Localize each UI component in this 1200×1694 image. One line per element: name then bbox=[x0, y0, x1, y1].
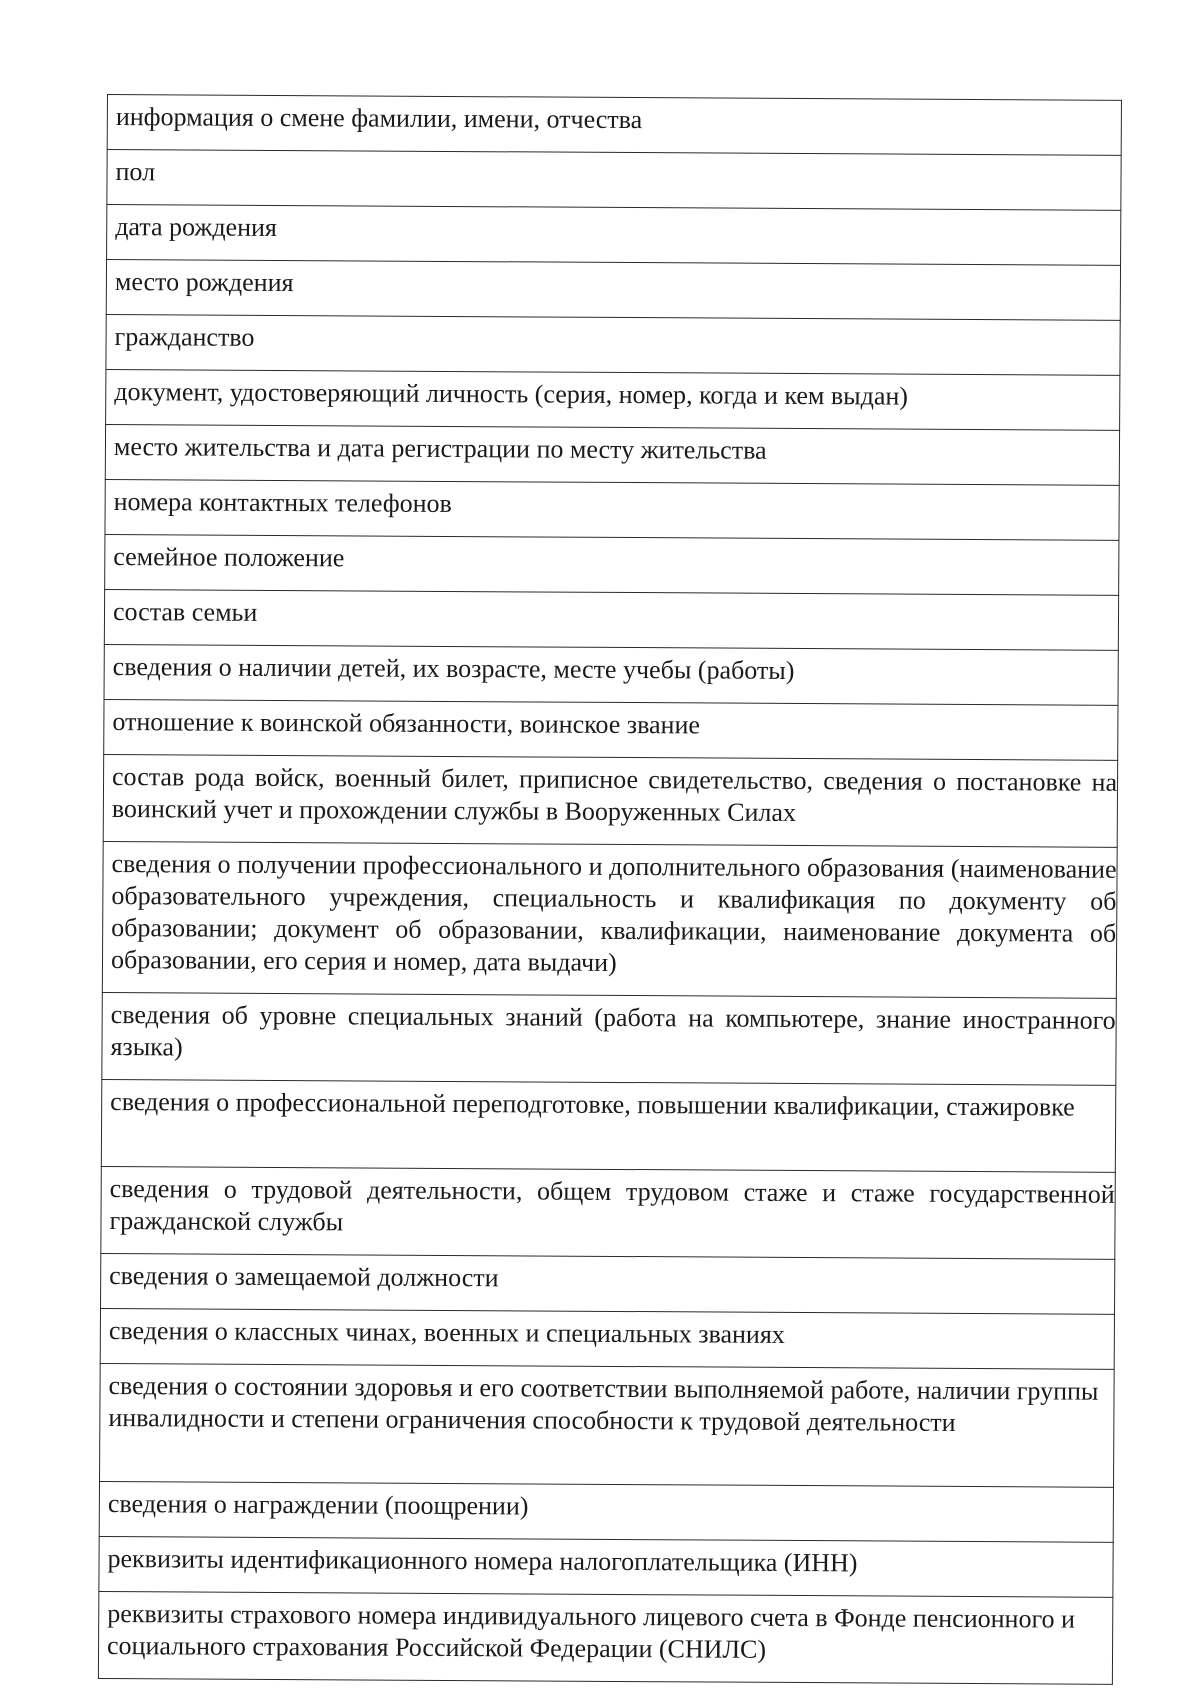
table-cell: сведения о состоянии здоровья и его соответствии выполняемой работе, наличии группы инвалидности и степени ограничения способности к трудовой деятельности bbox=[100, 1363, 1115, 1487]
table-cell: сведения о получении профессионального и дополнительного образования (наименование образовательного учреждения, специальность и квалификация по документу об образовании; документ об образовании, квалификации, наименование документа об образовании, его серия и номер, дата выдачи) bbox=[102, 841, 1117, 998]
table-row bbox=[106, 314, 1120, 375]
table-row bbox=[98, 1591, 1112, 1684]
table-row bbox=[107, 205, 1121, 266]
table-row bbox=[102, 841, 1117, 998]
table-row bbox=[103, 754, 1117, 847]
table-cell: сведения о классных чинах, военных и специальных званиях bbox=[100, 1308, 1114, 1369]
table-row bbox=[106, 260, 1120, 321]
table-cell: сведения о трудовой деятельности, общем трудовом стаже и стаже государственной гражданской службы bbox=[101, 1166, 1115, 1259]
table-row bbox=[105, 424, 1119, 485]
table-row bbox=[102, 992, 1116, 1085]
table-cell: документ, удостоверяющий личность (серия, номер, когда и кем выдан) bbox=[106, 369, 1120, 430]
personal-data-table bbox=[98, 94, 1122, 1685]
table-cell: реквизиты страхового номера индивидуального лицевого счета в Фонде пенсионного и социального страхования Российской Федерации (СНИЛС) bbox=[98, 1591, 1112, 1684]
table-row bbox=[104, 589, 1118, 650]
table-cell: сведения о наличии детей, их возрасте, месте учебы (работы) bbox=[104, 644, 1118, 705]
table-row bbox=[106, 369, 1120, 430]
table-cell: сведения о награждении (поощрении) bbox=[99, 1481, 1113, 1542]
table-row bbox=[99, 1536, 1113, 1597]
document-page bbox=[98, 94, 1122, 1685]
table-row bbox=[105, 479, 1119, 540]
table-cell: состав рода войск, военный билет, приписное свидетельство, сведения о постановке на воинский учет и прохождении службы в Вооруженных Силах bbox=[103, 754, 1117, 847]
table-cell: место рождения bbox=[106, 260, 1120, 321]
table-cell: сведения об уровне специальных знаний (работа на компьютере, знание иностранного языка) bbox=[102, 992, 1116, 1085]
table-row bbox=[99, 1481, 1113, 1542]
table-row bbox=[104, 699, 1118, 760]
table-cell: место жительства и дата регистрации по месту жительства bbox=[105, 424, 1119, 485]
table-cell: гражданство bbox=[106, 314, 1120, 375]
table-cell: реквизиты идентификационного номера налогоплательщика (ИНН) bbox=[99, 1536, 1113, 1597]
table-row bbox=[100, 1308, 1114, 1369]
table-cell: семейное положение bbox=[105, 534, 1119, 595]
table-cell: сведения о замещаемой должности bbox=[101, 1253, 1115, 1314]
table-row bbox=[107, 150, 1121, 211]
table-cell: состав семьи bbox=[104, 589, 1118, 650]
table-cell: информация о смене фамилии, имени, отчества bbox=[107, 95, 1121, 156]
table-row bbox=[101, 1079, 1115, 1172]
table-row bbox=[104, 644, 1118, 705]
table-row bbox=[105, 534, 1119, 595]
table-cell: сведения о профессиональной переподготовке, повышении квалификации, стажировке bbox=[101, 1079, 1115, 1172]
table-cell: номера контактных телефонов bbox=[105, 479, 1119, 540]
table-row bbox=[101, 1253, 1115, 1314]
table-row bbox=[107, 95, 1121, 156]
table-row bbox=[100, 1363, 1115, 1487]
table-cell: дата рождения bbox=[107, 205, 1121, 266]
table-cell: пол bbox=[107, 150, 1121, 211]
table-cell: отношение к воинской обязанности, воинское звание bbox=[104, 699, 1118, 760]
table-row bbox=[101, 1166, 1115, 1259]
